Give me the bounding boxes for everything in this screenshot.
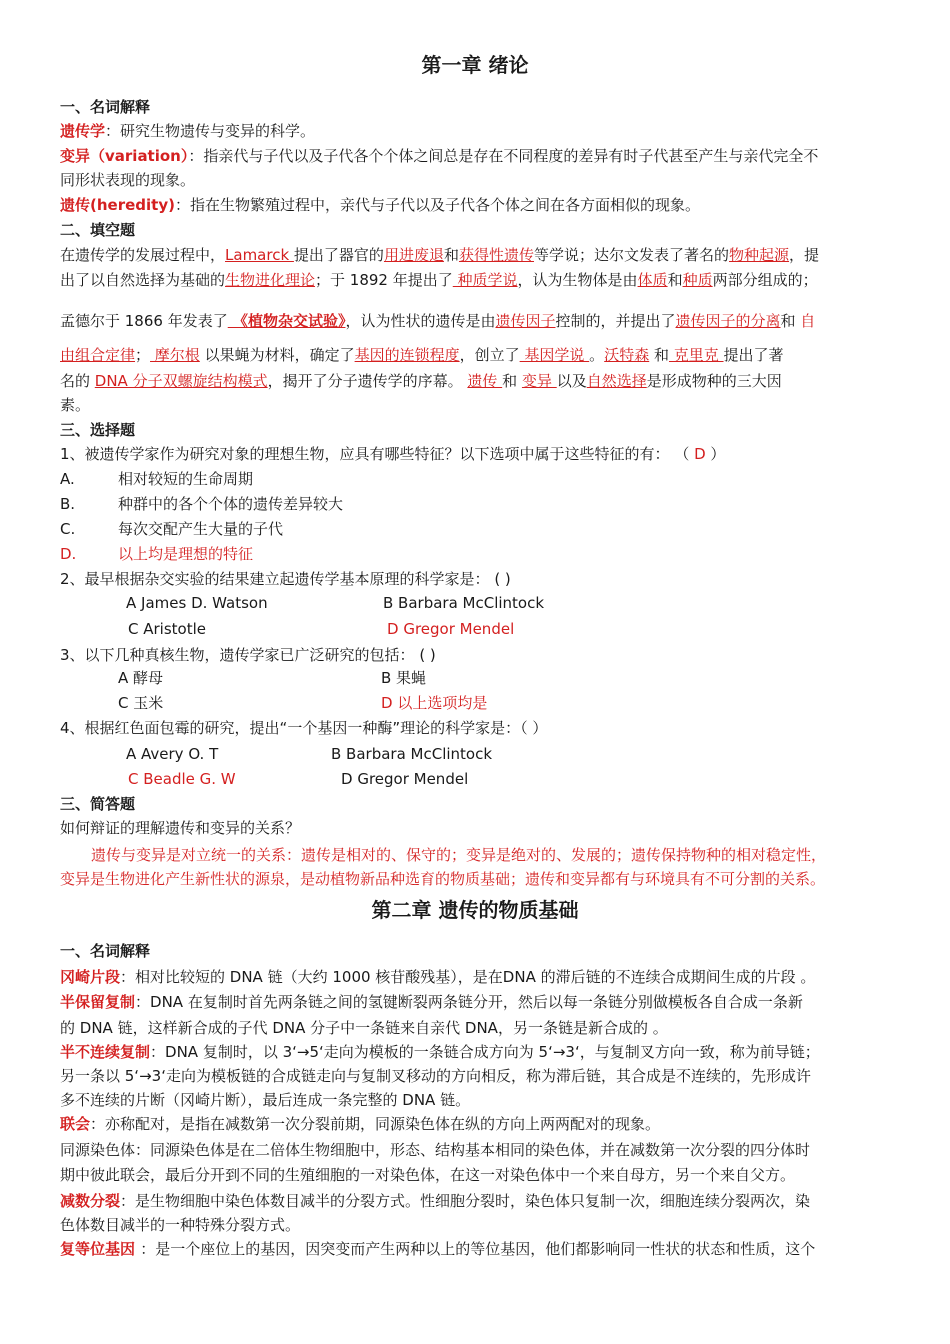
- answer: 遗传因子: [495, 312, 556, 330]
- definition-text: 多不连续的片断（冈崎片断），最后连成一条完整的 DNA 链。: [60, 1091, 471, 1109]
- term: 半保留复制: [60, 993, 136, 1011]
- answer: 用进废退: [383, 246, 444, 264]
- option: D Gregor Mendel: [341, 770, 469, 788]
- option: C Beadle G. W: [128, 770, 236, 788]
- option: C Aristotle: [128, 620, 206, 638]
- fill-blank-line: [60, 245, 819, 265]
- definition-homologous: 同源染色体：同源染色体是在二倍体生物细胞中，形态、结构基本相同的染色体，并在减数第一次分裂的四分体时: [60, 1141, 811, 1159]
- answer: 摩尔根: [150, 346, 200, 364]
- option: D 以上选项均是: [381, 694, 488, 712]
- term: 复等位基因: [60, 1240, 141, 1258]
- definition-text: ：指亲代与子代以及子代各个个体之间总是存在不同程度的差异有时子代甚至产生与亲代完全不: [188, 147, 819, 165]
- answer: 克里克: [668, 346, 724, 364]
- definition-variation: [60, 146, 818, 166]
- answer: 物种起源: [729, 246, 790, 264]
- definition-semiconservative: [60, 992, 803, 1012]
- definition-okazaki: [60, 967, 815, 987]
- text: 以及: [556, 372, 587, 390]
- definition-text: ：指在生物繁殖过程中，亲代与子代以及子代各个体之间在各方面相似的现象。: [174, 196, 700, 214]
- term: 半不连续复制: [60, 1043, 151, 1061]
- text: 和: [780, 312, 796, 330]
- option-key: B.: [60, 495, 76, 513]
- definition-variation-cont: 同形状表现的现象。: [60, 171, 196, 189]
- text: 和: [649, 346, 669, 364]
- option-text: 种群中的各个个体的遗传差异较大: [118, 495, 344, 513]
- term: 变异（variation）: [60, 147, 189, 165]
- answer: 由组合定律: [60, 346, 136, 364]
- definition-text: 色体数目减半的一种特殊分裂方式。: [60, 1216, 301, 1234]
- text: 和: [667, 271, 683, 289]
- definition-text: ：研究生物遗传与变异的科学。: [105, 122, 316, 140]
- question-4: 4、根据红色面包霉的研究，提出“一个基因一种酶”理论的科学家是：（ ）: [60, 719, 548, 737]
- definition-text: ：是生物细胞中染色体数目减半的分裂方式。性细胞分裂时，染色体只复制一次，细胞连续分裂两次，染: [120, 1192, 811, 1210]
- text: 是形成物种的三大因: [646, 372, 782, 390]
- definition-text: ：DNA 复制时，以 3‘→5‘走向为模板的一条链合成方向为 5‘→3‘，与复制叉方向一致，称为前导链；: [150, 1043, 820, 1061]
- option-text: 相对较短的生命周期: [118, 470, 254, 488]
- definition-heredity-science: [60, 121, 315, 141]
- option: B 果蝇: [381, 669, 427, 687]
- answer: 体质: [637, 271, 668, 289]
- term: 冈崎片段: [60, 968, 121, 986]
- definition-heredity: [60, 195, 700, 215]
- fill-blank-line: [60, 311, 815, 331]
- text: 提出了著: [723, 346, 784, 364]
- text: ；于 1892 年提出了: [315, 271, 453, 289]
- option: B Barbara McClintock: [331, 745, 493, 763]
- definition-meiosis: [60, 1191, 810, 1211]
- section-heading: 三、简答题: [60, 795, 136, 813]
- text: ，揭开了分子遗传学的序幕。: [267, 372, 468, 390]
- text: ，提: [789, 246, 820, 264]
- fill-blank-line: [60, 371, 782, 391]
- text: 以果蝇为材料，确定了: [199, 346, 355, 364]
- option-text: 以上均是理想的特征: [118, 545, 254, 563]
- text: ，创立了: [459, 346, 520, 364]
- term: 遗传(heredity): [60, 196, 175, 214]
- fill-blank-line: [60, 345, 784, 365]
- question-1: [60, 444, 725, 464]
- text: 和: [502, 372, 522, 390]
- question-text: 1、被遗传学家作为研究对象的理想生物，应具有哪些特征？以下选项中属于这些特征的有： （: [60, 445, 690, 463]
- text: 等学说；达尔文发表了著名的: [533, 246, 729, 264]
- option: D Gregor Mendel: [387, 620, 515, 638]
- text: 名的: [60, 372, 95, 390]
- text: 两部分组成的；: [712, 271, 818, 289]
- short-answer-text: 遗传与变异是对立统一的关系：遗传是相对的、保守的；变异是绝对的、发展的；遗传保持物种的相对稳定性，: [91, 846, 827, 864]
- question-3: 3、以下几种真核生物，遗传学家已广泛研究的包括： ( ): [60, 646, 436, 664]
- answer: DNA 分子双螺旋结构模式: [94, 372, 268, 390]
- answer: 种质学说: [452, 271, 518, 289]
- text: ；: [135, 346, 151, 364]
- answer: 基因学说: [519, 346, 590, 364]
- section-heading: 一、名词解释: [60, 98, 151, 116]
- definition-text: ：亦称配对，是指在减数第一次分裂前期，同源染色体在纵的方向上两两配对的现象。: [90, 1115, 661, 1133]
- definition-semidiscontinuous: [60, 1042, 820, 1062]
- option-key: C.: [60, 520, 76, 538]
- section-heading: 三、选择题: [60, 421, 136, 439]
- text: 。: [589, 346, 605, 364]
- text: 在遗传学的发展过程中，: [60, 246, 226, 264]
- answer: 《植物杂交试验》: [227, 312, 346, 330]
- chapter2-title: 第二章 遗传的物质基础: [371, 898, 579, 922]
- definition-text: ：相对比较短的 DNA 链（大约 1000 核苷酸残基），是在DNA 的滞后链的不连续合成期间生成的片段 。: [120, 968, 816, 986]
- text: 控制的，并提出了: [555, 312, 676, 330]
- fill-blank-line: [60, 270, 818, 290]
- question-2: 2、最早根据杂交实验的结果建立起遗传学基本原理的科学家是： ( ): [60, 570, 511, 588]
- answer: D: [689, 445, 711, 463]
- option: C 玉米: [118, 694, 164, 712]
- answer: 自: [795, 312, 816, 330]
- short-answer-question: 如何辩证的理解遗传和变异的关系？: [60, 819, 301, 837]
- chapter1-title: 第一章 绪论: [421, 53, 529, 77]
- answer: 基因的连锁程度: [354, 346, 460, 364]
- short-answer-text: 变异是生物进化产生新性状的源泉，是动植物新品种选育的物质基础；遗传和变异都有与环境具有不可分割的关系。: [60, 870, 826, 888]
- term: 减数分裂: [60, 1192, 121, 1210]
- option: B Barbara McClintock: [383, 594, 545, 612]
- answer: Lamarck: [225, 246, 294, 264]
- definition-text: ：DNA 在复制时首先两条链之间的氢键断裂两条链分开，然后以每一条链分别做模板各自合成一条新: [135, 993, 803, 1011]
- option: A Avery O. T: [126, 745, 219, 763]
- section-heading: 一、名词解释: [60, 942, 151, 960]
- definition-synapsis: [60, 1114, 660, 1134]
- text: 提出了器官的: [293, 246, 384, 264]
- definition-text: 另一条以 5‘→3‘走向为模板链的合成链走向与复制叉移动的方向相反，称为滞后链，其合成是不连续的，先形成许: [60, 1067, 811, 1085]
- answer: 种质: [682, 271, 713, 289]
- option: A 酵母: [118, 669, 164, 687]
- term: 遗传学: [60, 122, 106, 140]
- definition-text: ：是一个座位上的基因，因突变而产生两种以上的等位基因，他们都影响同一性状的状态和性质，这个: [140, 1240, 816, 1258]
- term: 联会: [60, 1115, 91, 1133]
- text: ，认为性状的遗传是由: [345, 312, 496, 330]
- text: 出了以自然选择为基础的: [60, 271, 226, 289]
- option-key: D.: [60, 545, 77, 563]
- section-heading: 二、填空题: [60, 221, 136, 239]
- text: ）: [710, 445, 726, 463]
- option-text: 每次交配产生大量的子代: [118, 520, 284, 538]
- answer: 自然选择: [586, 372, 647, 390]
- answer: 获得性遗传: [458, 246, 534, 264]
- answer: 沃特森: [604, 346, 650, 364]
- answer: 遗传因子的分离: [675, 312, 781, 330]
- text: 和: [443, 246, 459, 264]
- answer: 遗传: [467, 372, 503, 390]
- answer: 变异: [521, 372, 557, 390]
- answer: 生物进化理论: [225, 271, 316, 289]
- definition-multiple-alleles: [60, 1239, 815, 1259]
- definition-text: 期中彼此联会，最后分开到不同的生殖细胞的一对染色体，在这一对染色体中一个来自母方，另一个来自父方。: [60, 1166, 796, 1184]
- text: ，认为生物体是由: [517, 271, 638, 289]
- definition-text: 的 DNA 链，这样新合成的子代 DNA 分子中一条链来自亲代 DNA，另一条链是新合成的 。: [60, 1019, 668, 1037]
- text: 孟德尔于 1866 年发表了: [60, 312, 228, 330]
- option: A James D. Watson: [126, 594, 268, 612]
- option-key: A.: [60, 470, 75, 488]
- fill-blank-line: 素。: [60, 396, 91, 414]
